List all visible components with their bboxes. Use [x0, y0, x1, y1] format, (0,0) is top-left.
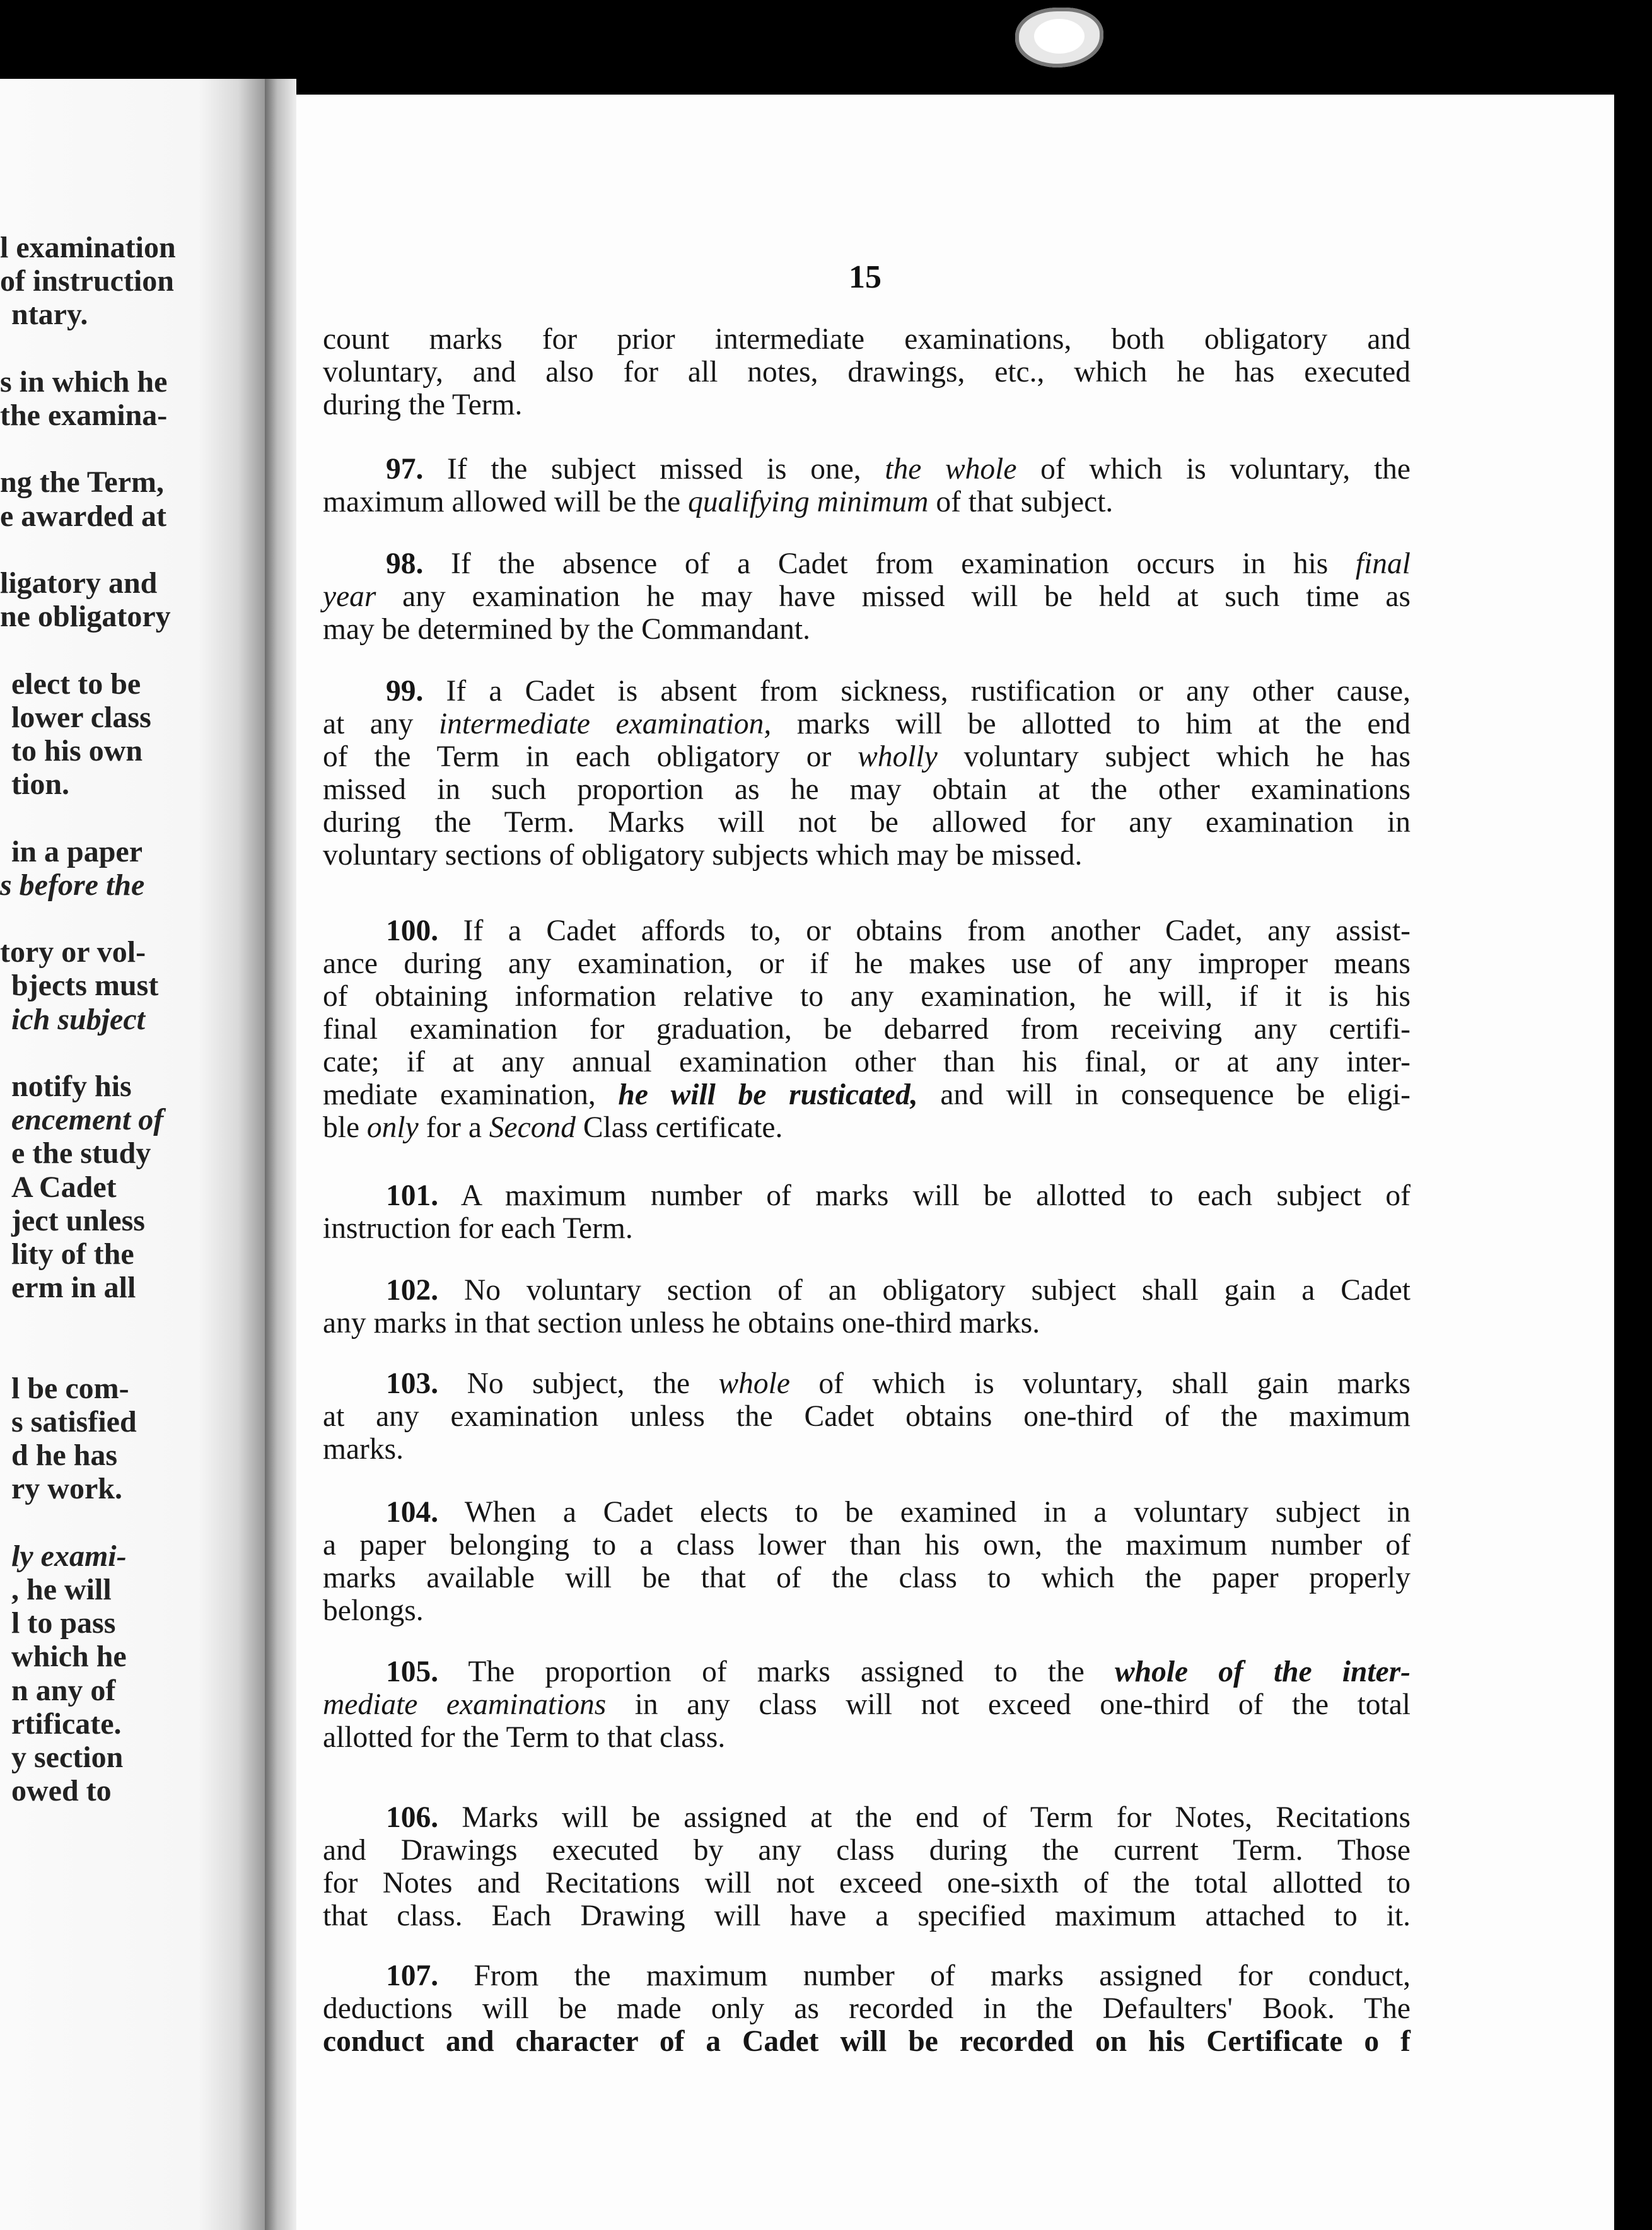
text-line: belongs. [323, 1594, 424, 1627]
text-line: may be determined by the Commandant. [323, 613, 810, 646]
text-line: voluntary, and also for all notes, drawings, etc., which he has executed [323, 356, 1411, 388]
text-run: No subject, the [438, 1367, 719, 1400]
text-run: If the subject missed is one, [423, 453, 885, 486]
italic-run: final [1355, 547, 1411, 580]
text-line: marks. [323, 1433, 404, 1466]
left-page-text-fragment: ject unless [11, 1203, 145, 1237]
left-page-text-fragment: which he [11, 1640, 127, 1674]
paragraph-99 [323, 675, 1411, 872]
paragraph-number: 100. [386, 914, 439, 947]
text-line: count marks for prior intermediate examinations, both obligatory and [323, 323, 1411, 356]
italic-run: he will be rusticated, [618, 1078, 918, 1111]
italic-run: year [323, 580, 376, 613]
paragraph-97 [323, 453, 1411, 518]
text-run: The proportion of marks assigned to the [438, 1655, 1115, 1688]
left-page-text-fragment: ntary. [11, 298, 88, 332]
paragraph-number: 97. [386, 453, 424, 486]
paragraph-number: 107. [386, 1959, 439, 1992]
left-page-text-fragment: ligatory and [0, 566, 158, 600]
text-line: at any examination unless the Cadet obtains one-third of the maximum [323, 1400, 1411, 1433]
italic-run: qualifying minimum [688, 486, 929, 518]
text-line: final examination for graduation, be debarred from receiving any certifi- [323, 1013, 1411, 1046]
paragraph-102 [323, 1274, 1411, 1340]
paragraph-100 [323, 914, 1411, 1144]
paragraph-number: 105. [386, 1655, 439, 1688]
left-facing-page [0, 79, 265, 2230]
text-line: voluntary sections of obligatory subjects which may be missed. [323, 839, 1083, 872]
paragraph-number: 98. [386, 547, 424, 580]
text-line: deductions will be made only as recorded in the Defaulters' Book. The [323, 1992, 1411, 2025]
left-page-text-fragment: ich subject [11, 1002, 145, 1036]
text-run: in any class will not exceed one-third of the total [606, 1688, 1411, 1721]
left-page-text-fragment: the examina- [0, 399, 168, 432]
left-page-text-fragment: of instruction [0, 264, 174, 298]
text-run: of the Term in each obligatory or [323, 740, 858, 773]
text-run: If a Cadet is absent from sickness, rustification or any other cause, [423, 675, 1411, 708]
italic-run: whole of the inter- [1114, 1655, 1411, 1688]
left-page-text-fragment: to his own [11, 734, 143, 768]
left-page-text-fragment: tion. [11, 768, 70, 802]
left-page-text-fragment: ne obligatory [0, 600, 171, 634]
left-page-text-fragment: A Cadet [11, 1170, 117, 1204]
left-page-text-fragment: y section [11, 1741, 124, 1774]
text-run: If the absence of a Cadet from examination occurs in his [423, 547, 1356, 580]
paragraph-number: 101. [386, 1179, 439, 1212]
paragraph-number: 106. [386, 1801, 439, 1834]
text-line: allotted for the Term to that class. [323, 1721, 726, 1754]
text-line: missed in such proportion as he may obtain at the other examinations [323, 773, 1411, 806]
text-line: conduct and character of a Cadet will be recorded on his Certificate o f [323, 2025, 1411, 2058]
text-run: ble [323, 1111, 367, 1144]
italic-run: wholly [858, 740, 938, 773]
left-page-text-fragment: ly exami- [11, 1539, 127, 1573]
paragraph-103 [323, 1367, 1411, 1466]
text-run: maximum allowed will be the [323, 486, 689, 518]
left-page-text-fragment: lity of the [11, 1237, 134, 1271]
text-line: of obtaining information relative to any examination, he will, if it is his [323, 980, 1411, 1013]
text-line: a paper belonging to a class lower than his own, the maximum number of [323, 1529, 1411, 1562]
text-run: of which is voluntary, shall gain marks [789, 1367, 1411, 1400]
left-page-text-fragment: e the study [11, 1136, 151, 1170]
left-page-text-fragment: n any of [11, 1673, 116, 1707]
paragraph-number: 102. [386, 1274, 439, 1307]
text-line: and Drawings executed by any class during the current Term. Those [323, 1834, 1411, 1867]
text-line: during the Term. [323, 388, 523, 421]
text-line: for Notes and Recitations will not exceed one-sixth of the total allotted to [323, 1867, 1411, 1900]
italic-run: intermediate examination, [438, 708, 772, 740]
text-run: Class certificate. [575, 1111, 783, 1144]
paragraph-number: 103. [386, 1367, 439, 1400]
left-page-text-fragment: elect to be [11, 667, 141, 701]
text-line: during the Term. Marks will not be allowed for any examination in [323, 806, 1411, 839]
text-run: any examination he may have missed will be held at such time as [376, 580, 1411, 613]
text-run: marks will be allotted to him at the end [771, 708, 1411, 740]
text-run: From the maximum number of marks assigned for conduct, [438, 1959, 1411, 1992]
paragraph-104 [323, 1496, 1411, 1627]
paragraph-106 [323, 1801, 1411, 1932]
italic-run: only [366, 1111, 419, 1144]
italic-run: Second [489, 1111, 576, 1144]
left-page-text-fragment: , he will [11, 1573, 112, 1606]
left-page-text-fragment: l examination [0, 231, 176, 264]
left-page-text-fragment: l be com- [11, 1371, 129, 1405]
ink-blot-center [1034, 19, 1085, 54]
left-page-text-fragment: encement of [11, 1103, 164, 1137]
text-run: for a [418, 1111, 489, 1144]
italic-run: mediate examinations [323, 1688, 607, 1721]
text-run: When a Cadet elects to be examined in a voluntary subject in [438, 1496, 1411, 1529]
left-page-text-fragment: bjects must [11, 969, 159, 1003]
paragraph-107 [323, 1959, 1411, 2058]
left-page-text-fragment: l to pass [11, 1606, 116, 1640]
left-page-text-fragment: s satisfied [11, 1405, 137, 1439]
text-run: A maximum number of marks will be allotted to each subject of [438, 1179, 1411, 1212]
paragraph-continued [323, 323, 1411, 421]
text-run: mediate examination, [323, 1078, 619, 1111]
left-page-text-fragment: notify his [11, 1070, 132, 1103]
left-page-text-fragment: s in which he [0, 365, 168, 399]
left-page-text-fragment: rtificate. [11, 1707, 122, 1741]
paragraph-number: 104. [386, 1496, 439, 1529]
text-run: of which is voluntary, the [1016, 453, 1411, 486]
paragraph-98 [323, 547, 1411, 646]
text-run: If a Cadet affords to, or obtains from another Cadet, any assist- [438, 914, 1411, 947]
text-run: and will in consequence be eligi- [917, 1078, 1411, 1111]
left-page-text-fragment: tory or vol- [0, 935, 146, 969]
book-gutter [265, 79, 296, 2230]
left-page-text-fragment: ng the Term, [0, 465, 165, 499]
italic-run: whole [718, 1367, 790, 1400]
paragraph-number: 99. [386, 675, 424, 708]
text-line: that class. Each Drawing will have a specified maximum attached to it. [323, 1900, 1411, 1932]
text-line: any marks in that section unless he obtains one-third marks. [323, 1307, 1040, 1340]
left-page-text-fragment: erm in all [11, 1271, 136, 1305]
paragraph-105 [323, 1655, 1411, 1754]
text-run: voluntary subject which he has [937, 740, 1411, 773]
left-page-text-fragment: s before the [0, 868, 145, 902]
text-run: Marks will be assigned at the end of Term for Notes, Recitations [438, 1801, 1411, 1834]
text-line: cate; if at any annual examination other than his final, or at any inter- [323, 1046, 1411, 1078]
left-page-text-fragment: in a paper [11, 834, 143, 868]
text-line: instruction for each Term. [323, 1212, 633, 1245]
text-line: ance during any examination, or if he makes use of any improper means [323, 947, 1411, 980]
text-run: No voluntary section of an obligatory subject shall gain a Cadet [438, 1274, 1411, 1307]
paragraph-101 [323, 1179, 1411, 1245]
italic-run: the whole [885, 453, 1017, 486]
right-page-edge [1614, 95, 1652, 2230]
left-page-text-fragment: lower class [11, 700, 151, 734]
text-line: marks available will be that of the class to which the paper properly [323, 1562, 1411, 1594]
left-page-text-fragment: d he has [11, 1439, 118, 1473]
left-page-text-fragment: owed to [11, 1774, 112, 1808]
left-page-text-fragment: ry work. [11, 1472, 122, 1506]
page-number: 15 [849, 259, 881, 295]
text-run: of that subject. [928, 486, 1114, 518]
left-page-text-fragment: e awarded at [0, 499, 166, 533]
text-run: at any [323, 708, 439, 740]
